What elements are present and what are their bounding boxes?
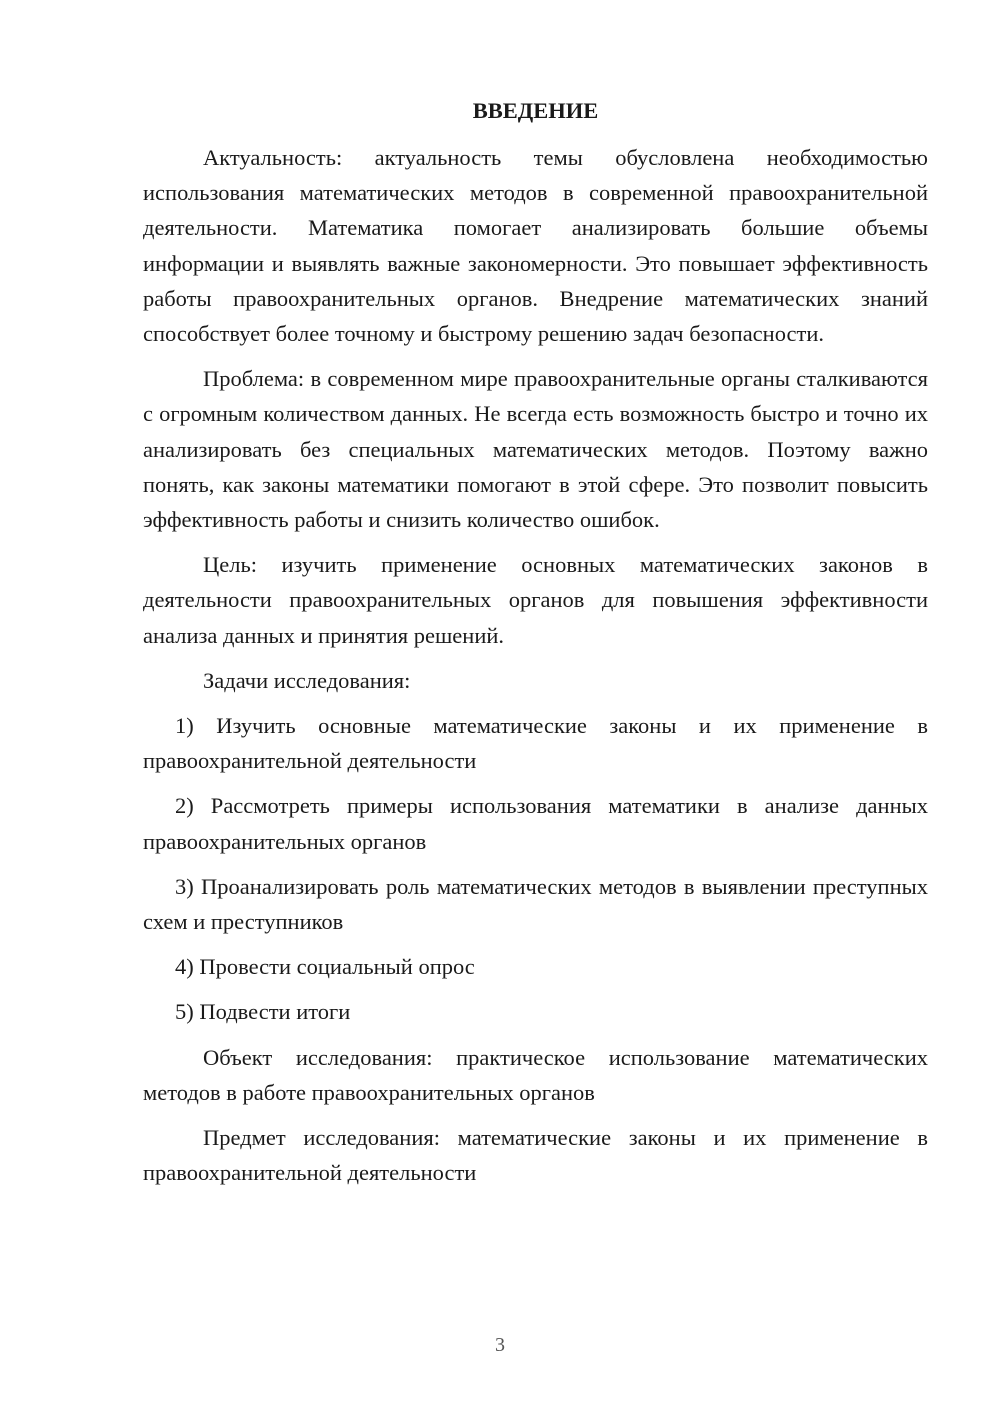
goal-paragraph: Цель: изучить применение основных математических законов в деятельности правоохранительных органов для повышения эффективности анализа данных и принятия решений. (143, 552, 928, 648)
task-item: 3) Проанализировать роль математических методов в выявлении преступных схем и преступников (143, 873, 928, 935)
task-item: 5) Подвести итоги (175, 999, 351, 1025)
task-item: 2) Рассмотреть примеры использования математики в анализе данных правоохранительных органов (143, 793, 928, 854)
tasks-heading: Задачи исследования: (203, 667, 411, 693)
relevance-paragraph: Актуальность: актуальность темы обусловлена необходимостью использования математических методов в современной правоохранительной деятельности. Математика помогает анализировать большие объемы информации и выявлять важные закономерности. Это повышает эффективность работы правоохранительных органов. Внедрение математических знаний способствует более точному и быстрому решению задач безопасности. (143, 145, 928, 347)
object-paragraph: Объект исследования: практическое использование математических методов в работе правоохранительных органов (143, 1044, 928, 1105)
task-item: 1) Изучить основные математические законы и их применение в правоохранительной деятельности (143, 713, 928, 774)
task-item: 4) Провести социальный опрос (175, 954, 475, 980)
document-page (143, 94, 928, 1200)
subject-paragraph: Предмет исследования: математические законы и их применение в правоохранительной деятельности (143, 1125, 928, 1186)
page-number: 3 (495, 1334, 505, 1356)
problem-paragraph: Проблема: в современном мире правоохранительные органы сталкиваются с огромным количеством данных. Не всегда есть возможность быстро и точно их анализировать без специальных математических методов. Поэтому важно понять, как законы математики помогают в этой сфере. Это позволит повысить эффективность работы и снизить количество ошибок. (143, 366, 928, 533)
tasks-list (143, 708, 928, 1030)
section-heading: ВВЕДЕНИЕ (472, 98, 599, 123)
